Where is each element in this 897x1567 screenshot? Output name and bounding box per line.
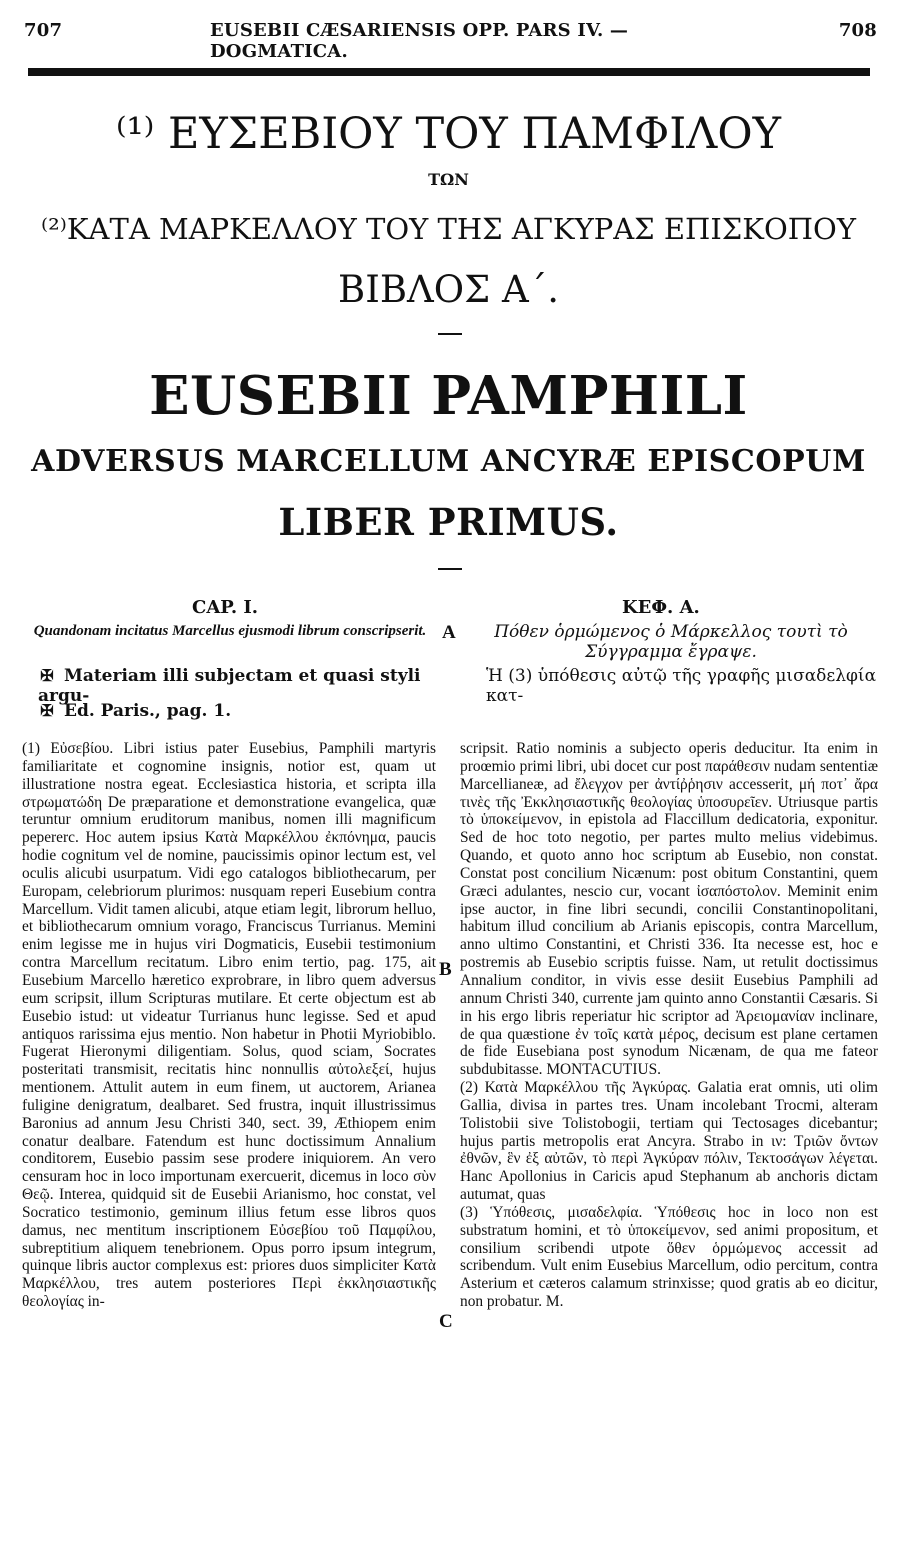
notes-left-column [22, 740, 436, 1311]
chapter-head-latin: CAP. I. [192, 597, 259, 618]
chapter-summary-greek: Πόθεν ὁρμώμενος ὁ Μάρκελλος τουτὶ τὸ Σύγγραμμα ἔγραψε. [494, 622, 848, 662]
margin-letter-c: C [439, 1311, 453, 1332]
greek-title-line-3: ⁽²⁾ΚΑΤΑ ΜΑΡΚΕΛΛΟΥ ΤΟΥ ΤΗΣ ΑΓΚΥΡΑΣ ΕΠΙΣΚΟΠΟΥ [41, 212, 856, 246]
section-dash-2 [438, 568, 462, 570]
chapter-head-greek: ΚΕΦ. Α. [622, 597, 700, 618]
header-rule [28, 68, 870, 76]
chapter-summary-latin: Quandonam incitatus Marcellus ejusmodi librum conscripserit. [33, 623, 427, 639]
latin-text-line [38, 666, 438, 706]
note-2-text: (2) Κατὰ Μαρκέλλου τῆς Ἀγκύρας. Galatia erat omnis, uti olim Gallia, divisa in partes tres. Unam incolebant Trocmi, alteram Tolistobii sive Tolistobogii, tertiam qui Tectosages dicebantur; hujus partis metropolis erat Ancyra. Strabo in ιν: Τριῶν ὄντων ἐθνῶν, ἓν ἐξ αὐτῶν, τὸ περὶ Ἀγκύραν πόλιν, Τεκτοσάγων λέγεται. Hanc Apollonius in Caricis apud Stephanum ab anchoris dictam autumat, quas [460, 1079, 878, 1204]
margin-letter-a: A [442, 622, 456, 643]
note-1-text: (1) Εὐσεβίου. Libri istius pater Eusebius, Pamphili martyris familiaritate et cognomine insignis, notior est, quam ut illustratione nostra egeat. Ecclesiastica historia, et scripta illa στρωματώδη De præparatione et demonstratione evangelica, quæ teruntur omnium eruditorum manibus, nomen illi magnificum pepererc. Hoc autem ipsius Κατὰ Μαρκέλλου ἐκπόνημα, paucis hodie cognitum vel de nomine, paucissimis opinor lectum est, vel oculis alicubi usurpatum. Vidi ego catalogos bibliothecarum, per Europam, celebriorum plurimos: nusquam reperi Eusebium contra Marcellum. Vidit tamen alicubi, atque etiam legit, librorum helluo, et bibliothecarum omnium vorago, Franciscus Turrianus. Memini enim legisse me in hujus viri Dogmaticis, Eusebii testimonium contra Marcellum recitatum. Libro enim tertio, pag. 175, ait Eusebium Marcello hæretico exprobrare, in libro quem adversus eum scripsit, illum Scripturas mutilare. Et certe objectum est ab Eusebio istud: ut videatur Turrianus hunc legisse. Sed et apud antiquos rarissima ejus mentio. Non habetur in Photii Myriobiblo. Fugerat Hieronymi diligentiam. Solus, quod sciam, Socrates posteritati transmisit, recitatis hinc nonnullis αὐτολεξεί, hujus mentionem. Attulit autem in eum finem, ut auctorem, Arianea fuligine denigratum, dealbaret. Sed frustra, inquit illustrissimus Baronius ad annum Jesu Christi 340, sect. 39, Æthiopem enim conatur dealbare. Fatendum est hunc doctissimum Annalium conditorem, Eusebio passim sese prodere iniquiorem. An vero censuram hoc in loco importunam exercuerit, dicemus in loco σὺν Θεῷ. Interea, quidquid sit de Eusebii Arianismo, hoc constat, vel Socratico testimonio, geminum illius fetum esse libros quos damus, nec mentitum inscriptionem Εὐσεβίου τοῦ Παμφίλου, subreptitium aliquem tenebrionem. Opus porro ipsum integrum, quinque libris auctor complexus est: priores duos simpliciter Κατὰ Μαρκέλλου, tres autem posteriores Περὶ ἐκκλησιαστικῆς θεολογίας in- [22, 740, 436, 1311]
latin-title-line-3: LIBER PRIMUS. [278, 500, 619, 544]
edition-reference-text: Ed. Paris., pag. 1. [64, 701, 232, 721]
asterisk-mark-icon: ✠ [40, 701, 54, 720]
latin-text-content: Materiam illi subjectam et quasi styli argu- [38, 666, 421, 706]
note-3-text: (3) Ὑπόθεσις, μισαδελφία. Ὑπόθεσις hoc in loco non est substratum homini, et τὸ ὑποκείμενον, sed animi propositum, et consilium scribendi utpote ὅθεν ὁρμώμενος accessit ad scribendum. Vult enim Eusebius Marcellum, odio percitum, contra Asterium et cæteros calamum strinxisse; quod gratis ab eo dicitur, non probatur. M. [460, 1203, 878, 1311]
latin-title-line-2: ADVERSUS MARCELLUM ANCYRÆ EPISCOPUM [31, 444, 866, 479]
greek-title-line-2: ΤΩΝ [428, 170, 469, 189]
margin-letter-b: B [439, 959, 452, 980]
latin-title-line-1: EUSEBII PAMPHILI [149, 365, 748, 427]
running-title: EUSEBII CÆSARIENSIS OPP. PARS IV. — DOGMATICA. [210, 20, 629, 62]
page-header [0, 18, 897, 62]
edition-reference [38, 701, 438, 721]
greek-title-line-1: ⁽¹⁾ ΕΥΣΕΒΙΟΥ ΤΟΥ ΠΑΜΦΙΛΟΥ [116, 109, 781, 159]
asterisk-mark-icon: ✠ [40, 666, 54, 685]
note-1-continuation: scripsit. Ratio nominis a subjecto operis deducitur. Ita enim in proœmio primi libri, ubi docet cur post παράθεσιν nudam sententiæ Marcellianeæ, ad ἔλεγχον per ἀντίῤῥησιν accesserit, μή ποτ᾽ ἄρα τινὲς τῆς Ἐκκλησιαστικῆς θεολογίας ὑποσυρεῖεν. Utriusque partis τὸ ὑποκείμενον, in epistola ad Flaccillum dedicatoria, exponitur. Sed de hoc toto negotio, per partes multo melius videbimus. Quando, et quoto anno hoc scriptum ab Eusebio, non constat. Constat post concilium Nicænum: post obitum Constantini, quem Græci adulantes, nescio cur, vocant ἰσαπόστολον. Meminit enim ipse auctor, in fine libri secundi, concilii Constantinopolitani, habitum illud concilium ab Arianis episcopis, contra Marcellum, anno ultimo Constantini, et Christi 336. Ita necesse est, hoc e postremis ab Eusebio scriptis fuisse. Nam, ut retulit doctissimus Annalium conditor, in vivis esse desiit Eusebius Pamphili ad annum Christi 340, currente jam quinto anno Constantii Cæsaris. Si in his ergo libris reperiatur hic scriptor ad Ἀρειομανίαν inclinare, de qua quæstione ἐν τοῖς κατὰ μέρος, decisum est plane certamen de fide Eusebiana post synodum Nicænam, de qua me fateor subdubitasse. MONTACUTIUS. [460, 740, 878, 1079]
greek-title-line-4: ΒΙΒΛΟΣ Α΄. [338, 268, 559, 311]
notes-right-column [460, 740, 878, 1311]
page-number-right: 708 [838, 20, 877, 41]
section-dash-1 [438, 333, 462, 335]
greek-text-line: Ἡ (3) ὑπόθεσις αὐτῷ τῆς γραφῆς μισαδελφία κατ- [486, 666, 877, 706]
page-number-left: 707 [24, 20, 63, 41]
